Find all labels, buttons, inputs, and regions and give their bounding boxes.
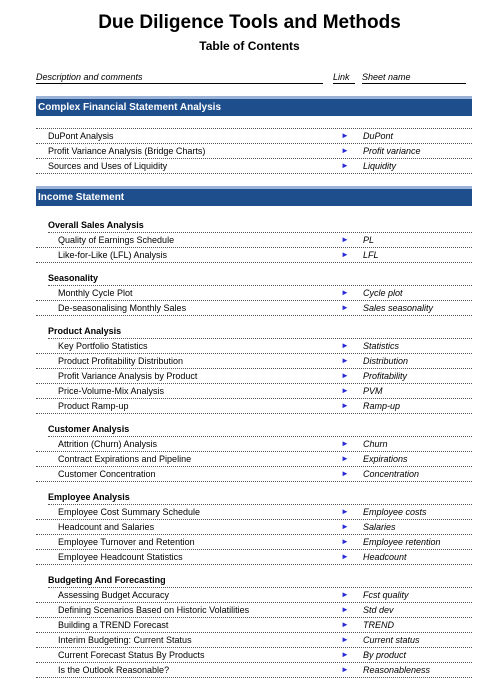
item-description: Interim Budgeting: Current Status [58,635,192,645]
item-description: Product Ramp-up [58,401,129,411]
item-description: Sources and Uses of Liquidity [48,161,168,171]
sheet-link[interactable]: Distribution [363,356,409,366]
link-arrow-icon[interactable]: ► [341,146,349,155]
sheet-link[interactable]: Churn [363,439,388,449]
group-header: Product Analysis [48,324,472,339]
sheet-link[interactable]: Employee retention [363,537,441,547]
link-arrow-icon[interactable]: ► [341,522,349,531]
column-header-sheet: Sheet name [362,72,466,84]
sheet-link[interactable]: DuPont [363,131,394,141]
sheet-link[interactable]: TREND [363,620,394,630]
toc-row [36,233,472,248]
item-description: Employee Headcount Statistics [58,552,183,562]
item-description: Quality of Earnings Schedule [58,235,175,245]
item-description: Current Forecast Status By Products [58,650,205,660]
toc-row [36,248,472,263]
toc-row [36,399,472,414]
toc-row [36,467,472,482]
group-header: Overall Sales Analysis [48,218,472,233]
toc-row [36,588,472,603]
sheet-link[interactable]: Concentration [363,469,420,479]
sheet-link[interactable]: Employee costs [363,507,427,517]
column-header-description: Description and comments [36,72,323,84]
item-description: Contract Expirations and Pipeline [58,454,192,464]
link-arrow-icon[interactable]: ► [341,386,349,395]
sheet-link[interactable]: Ramp-up [363,401,401,411]
link-arrow-icon[interactable]: ► [341,590,349,599]
sheet-link[interactable]: Reasonableness [363,665,431,675]
toc-row [36,633,472,648]
link-arrow-icon[interactable]: ► [341,131,349,140]
toc-row [36,648,472,663]
toc-row [36,159,472,174]
sheet-link[interactable]: PL [363,235,375,245]
section-header: Income Statement [36,186,472,206]
item-description: DuPont Analysis [48,131,114,141]
item-description: Is the Outlook Reasonable? [58,665,170,675]
sheet-link[interactable]: Sales seasonality [363,303,434,313]
toc-row [36,384,472,399]
sheet-link[interactable]: Current status [363,635,420,645]
sheet-link[interactable]: Salaries [363,522,396,532]
link-arrow-icon[interactable]: ► [341,635,349,644]
toc-row [36,535,472,550]
item-description: Defining Scenarios Based on Historic Volatilities [58,605,250,615]
toc-row [36,301,472,316]
link-arrow-icon[interactable]: ► [341,235,349,244]
item-description: Like-for-Like (LFL) Analysis [58,250,168,260]
link-arrow-icon[interactable]: ► [341,665,349,674]
toc-body [36,93,472,678]
section-header: Complex Financial Statement Analysis [36,96,472,116]
link-arrow-icon[interactable]: ► [341,454,349,463]
link-arrow-icon[interactable]: ► [341,341,349,350]
link-arrow-icon[interactable]: ► [341,356,349,365]
toc-row [36,505,472,520]
toc-row [36,339,472,354]
column-header-link: Link [333,72,355,84]
sheet-link[interactable]: Fcst quality [363,590,409,600]
link-arrow-icon[interactable]: ► [341,401,349,410]
toc-row [36,369,472,384]
link-arrow-icon[interactable]: ► [341,552,349,561]
sheet-link[interactable]: Profit variance [363,146,421,156]
link-arrow-icon[interactable]: ► [341,288,349,297]
item-description: Key Portfolio Statistics [58,341,148,351]
group-header: Seasonality [48,271,472,286]
sheet-link[interactable]: Profitability [363,371,408,381]
item-description: Profit Variance Analysis (Bridge Charts) [48,146,206,156]
group-header: Budgeting And Forecasting [48,573,472,588]
link-arrow-icon[interactable]: ► [341,469,349,478]
item-description: Price-Volume-Mix Analysis [58,386,165,396]
page-title: Due Diligence Tools and Methods [98,12,401,33]
group-header: Employee Analysis [48,490,472,505]
group-header: Customer Analysis [48,422,472,437]
toc-row [36,618,472,633]
link-arrow-icon[interactable]: ► [341,507,349,516]
toc-row [36,144,472,159]
link-arrow-icon[interactable]: ► [341,439,349,448]
sheet-link[interactable]: By product [363,650,407,660]
sheet-link[interactable]: Liquidity [363,161,397,171]
link-arrow-icon[interactable]: ► [341,605,349,614]
sheet-link[interactable]: Expirations [363,454,408,464]
link-arrow-icon[interactable]: ► [341,620,349,629]
item-description: Employee Turnover and Retention [58,537,195,547]
sheet-link[interactable]: Std dev [363,605,394,615]
toc-row [36,437,472,452]
toc-row [36,520,472,535]
item-description: De-seasonalising Monthly Sales [58,303,187,313]
item-description: Customer Concentration [58,469,156,479]
item-description: Product Profitability Distribution [58,356,184,366]
item-description: Monthly Cycle Plot [58,288,133,298]
item-description: Employee Cost Summary Schedule [58,507,201,517]
link-arrow-icon[interactable]: ► [341,303,349,312]
sheet-link[interactable]: Headcount [363,552,407,562]
toc-row [36,550,472,565]
link-arrow-icon[interactable]: ► [341,650,349,659]
sheet-link[interactable]: PVM [363,386,383,396]
item-description: Headcount and Salaries [58,522,155,532]
item-description: Assessing Budget Accuracy [58,590,170,600]
link-arrow-icon[interactable]: ► [341,161,349,170]
item-description: Building a TREND Forecast [58,620,169,630]
sheet-link[interactable]: Cycle plot [363,288,403,298]
item-description: Profit Variance Analysis by Product [58,371,198,381]
page-subtitle: Table of Contents [199,39,300,53]
toc-row [36,286,472,301]
item-description: Attrition (Churn) Analysis [58,439,158,449]
toc-row [36,452,472,467]
toc-row [36,354,472,369]
link-arrow-icon[interactable]: ► [341,250,349,259]
toc-row [36,128,472,144]
sheet-link[interactable]: Statistics [363,341,400,351]
toc-row [36,663,472,678]
link-arrow-icon[interactable]: ► [341,371,349,380]
link-arrow-icon[interactable]: ► [341,537,349,546]
toc-row [36,603,472,618]
sheet-link[interactable]: LFL [363,250,379,260]
